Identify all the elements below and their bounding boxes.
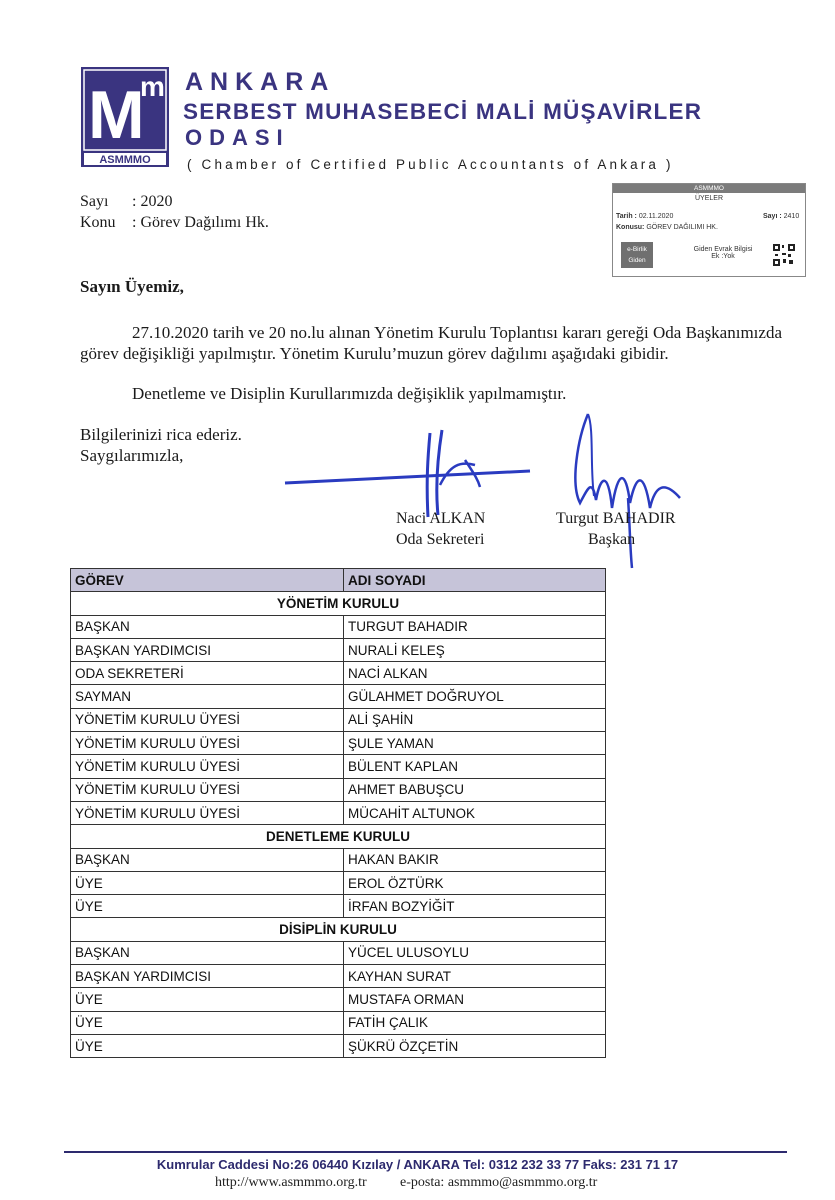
role-cell: ÜYE <box>71 988 344 1011</box>
section-row <box>71 918 606 941</box>
sayi-label: Sayı <box>80 193 109 210</box>
stamp-org: ASMMMO <box>613 184 805 193</box>
table-row <box>71 638 606 661</box>
duty-table <box>70 568 606 1058</box>
table-row <box>71 848 606 871</box>
stamp-ek: Ek :Yok <box>711 253 735 260</box>
ebirlik-line1: e-Birlik <box>627 246 647 253</box>
header-city: ANKARA <box>185 68 336 96</box>
table-header-row <box>71 569 606 592</box>
name-cell: BÜLENT KAPLAN <box>344 755 606 778</box>
table-row <box>71 615 606 638</box>
footer-website: http://www.asmmmo.org.tr <box>215 1175 367 1190</box>
table-row <box>71 801 606 824</box>
name-cell: HAKAN BAKIR <box>344 848 606 871</box>
role-cell: YÖNETİM KURULU ÜYESİ <box>71 708 344 731</box>
paragraph-1: 27.10.2020 tarih ve 20 no.lu alınan Yönetim Kurulu Toplantısı kararı gereği Oda Başkanımızda görev değişikliği yapılmıştır. Yönetim Kurulu’muzun görev dağılımı aşağıdaki gibidir. <box>80 323 782 363</box>
ebirlik-line2: Giden <box>628 257 646 264</box>
role-cell: YÖNETİM KURULU ÜYESİ <box>71 801 344 824</box>
name-cell: NURALİ KELEŞ <box>344 638 606 661</box>
table-row <box>71 941 606 964</box>
header-odasi: ODASI <box>185 125 290 150</box>
role-cell: BAŞKAN YARDIMCISI <box>71 965 344 988</box>
stamp-konusu-value: GÖREV DAĞILIMI HK. <box>646 224 718 231</box>
table-row <box>71 708 606 731</box>
table-row <box>71 1034 606 1057</box>
column-header-adi-soyadi: ADI SOYADI <box>344 569 606 592</box>
role-cell: BAŞKAN <box>71 848 344 871</box>
footer-address: Kumrular Caddesi No:26 06440 Kızılay / ANKARA Tel: 0312 232 33 77 Faks: 231 71 17 <box>156 1157 679 1172</box>
name-cell: YÜCEL ULUSOYLU <box>344 941 606 964</box>
konu-value: : Görev Dağılımı Hk. <box>132 214 269 231</box>
role-cell: BAŞKAN <box>71 941 344 964</box>
table-row <box>71 895 606 918</box>
role-cell: ÜYE <box>71 871 344 894</box>
svg-text:M: M <box>88 77 145 153</box>
role-cell: YÖNETİM KURULU ÜYESİ <box>71 778 344 801</box>
paragraph-2: Denetleme ve Disiplin Kurullarımızda değişiklik yapılmamıştır. <box>132 384 567 403</box>
table-row <box>71 778 606 801</box>
signer-1-name: Naci ALKAN <box>396 510 486 527</box>
role-cell: YÖNETİM KURULU ÜYESİ <box>71 732 344 755</box>
asmmmo-logo <box>80 66 170 168</box>
name-cell: MUSTAFA ORMAN <box>344 988 606 1011</box>
name-cell: FATİH ÇALIK <box>344 1011 606 1034</box>
signature-naci-alkan <box>280 425 540 520</box>
greeting: Sayın Üyemiz, <box>80 277 184 296</box>
column-header-gorev: GÖREV <box>71 569 344 592</box>
document-stamp <box>612 183 806 277</box>
stamp-konusu-label: Konusu: <box>616 224 645 231</box>
role-cell: SAYMAN <box>71 685 344 708</box>
name-cell: KAYHAN SURAT <box>344 965 606 988</box>
table-row <box>71 755 606 778</box>
name-cell: MÜCAHİT ALTUNOK <box>344 801 606 824</box>
table-row <box>71 965 606 988</box>
qr-code-icon <box>773 244 795 266</box>
role-cell: ÜYE <box>71 1034 344 1057</box>
section-title: DİSİPLİN KURULU <box>71 918 606 941</box>
table-row <box>71 988 606 1011</box>
ebirlik-badge <box>621 242 653 268</box>
name-cell: İRFAN BOZYİĞİT <box>344 895 606 918</box>
name-cell: GÜLAHMET DOĞRUYOL <box>344 685 606 708</box>
name-cell: ŞÜKRÜ ÖZÇETİN <box>344 1034 606 1057</box>
role-cell: BAŞKAN YARDIMCISI <box>71 638 344 661</box>
section-title: YÖNETİM KURULU <box>71 592 606 615</box>
footer-email: e-posta: asmmmo@asmmmo.org.tr <box>400 1175 598 1190</box>
header-english-name: ( Chamber of Certified Public Accountants of Ankara ) <box>187 157 674 172</box>
role-cell: ÜYE <box>71 1011 344 1034</box>
footer-divider <box>64 1151 787 1153</box>
signer-2-name: Turgut BAHADIR <box>556 510 676 527</box>
signer-2-title: Başkan <box>588 531 636 548</box>
stamp-tarih-value: 02.11.2020 <box>638 213 674 220</box>
sayi-value: : 2020 <box>132 193 173 210</box>
svg-text:ASMMMO: ASMMMO <box>99 154 151 166</box>
section-row <box>71 592 606 615</box>
name-cell: AHMET BABUŞCU <box>344 778 606 801</box>
header-org-name: SERBEST MUHASEBECİ MALİ MÜŞAVİRLER <box>183 99 703 124</box>
table-row <box>71 1011 606 1034</box>
svg-text:m: m <box>140 71 165 102</box>
name-cell: ŞULE YAMAN <box>344 732 606 755</box>
name-cell: EROL ÖZTÜRK <box>344 871 606 894</box>
stamp-sayi-value: 2410 <box>783 213 800 220</box>
role-cell: ÜYE <box>71 895 344 918</box>
role-cell: ODA SEKRETERİ <box>71 662 344 685</box>
section-title: DENETLEME KURULU <box>71 825 606 848</box>
table-body <box>71 592 606 1058</box>
name-cell: ALİ ŞAHİN <box>344 708 606 731</box>
table-row <box>71 871 606 894</box>
role-cell: BAŞKAN <box>71 615 344 638</box>
name-cell: TURGUT BAHADIR <box>344 615 606 638</box>
stamp-giden-info: Giden Evrak Bilgisi <box>693 246 753 253</box>
role-cell: YÖNETİM KURULU ÜYESİ <box>71 755 344 778</box>
table-row <box>71 732 606 755</box>
name-cell: NACİ ALKAN <box>344 662 606 685</box>
closing-line-1: Bilgilerinizi rica ederiz. <box>80 425 242 444</box>
konu-label: Konu <box>80 214 116 231</box>
closing-line-2: Saygılarımızla, <box>80 446 184 465</box>
table-row <box>71 685 606 708</box>
table-row <box>71 662 606 685</box>
section-row <box>71 825 606 848</box>
stamp-sayi-label: Sayı : <box>763 213 782 220</box>
stamp-tarih-label: Tarih : <box>616 213 637 220</box>
stamp-title: ÜYELER <box>694 195 723 202</box>
signer-1-title: Oda Sekreteri <box>396 531 485 548</box>
